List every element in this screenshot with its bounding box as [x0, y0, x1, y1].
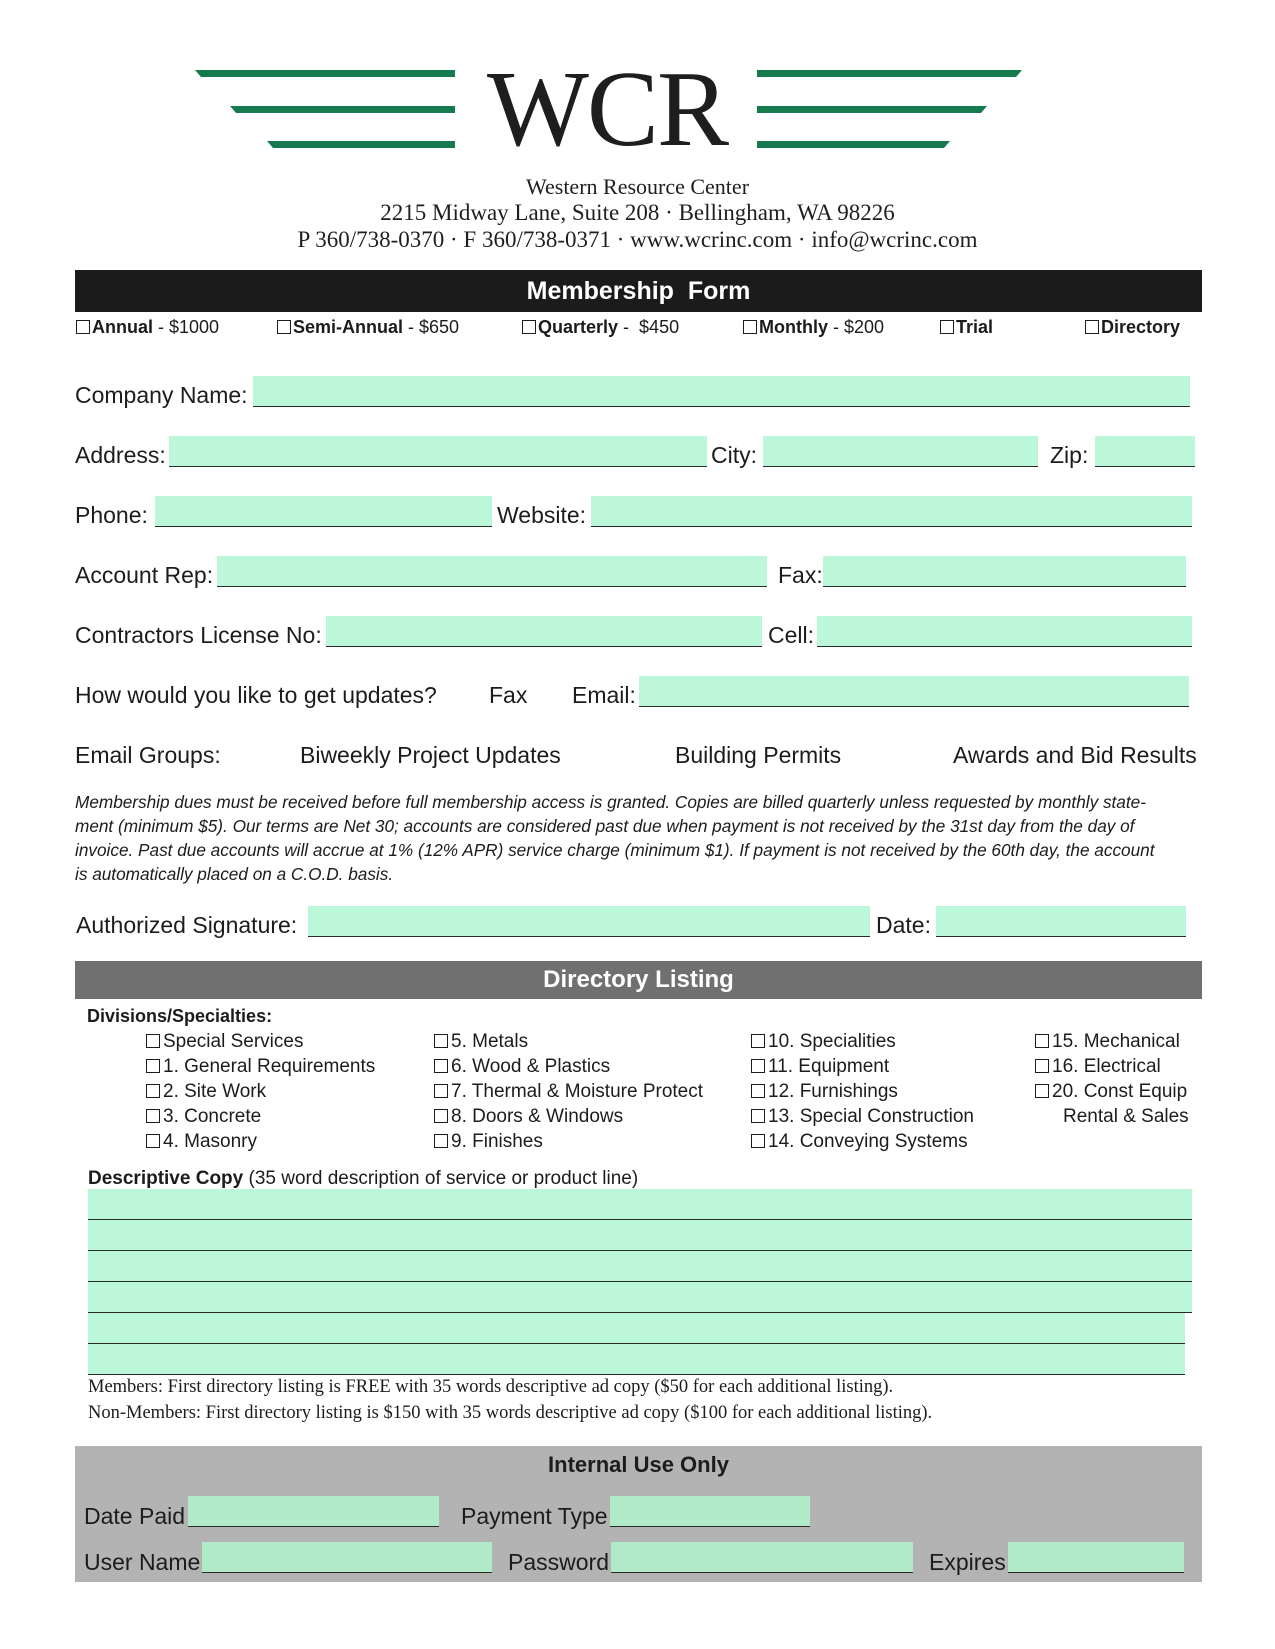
user-name-label: User Name [84, 1549, 201, 1575]
license-label: Contractors License No: [75, 622, 322, 648]
division-item[interactable]: 14. Conveying Systems [751, 1129, 974, 1154]
checkbox-icon[interactable] [743, 320, 757, 334]
checkbox-icon[interactable] [1085, 320, 1099, 334]
division-item[interactable]: 7. Thermal & Moisture Protect [434, 1079, 703, 1104]
payment-type-field[interactable] [610, 1496, 810, 1527]
company-name-label: Company Name: [75, 382, 248, 408]
divisions-label: Divisions/Specialties: [87, 1006, 273, 1026]
license-field[interactable] [326, 616, 762, 647]
website-label: Website: [497, 502, 587, 528]
division-item[interactable]: Special Services [146, 1029, 375, 1054]
logo-wordmark: WCR [486, 50, 727, 169]
checkbox-icon[interactable] [434, 1109, 448, 1123]
descriptive-copy-line-4[interactable] [88, 1282, 1192, 1313]
phone-field[interactable] [155, 496, 492, 527]
checkbox-icon[interactable] [940, 320, 954, 334]
checkbox-icon[interactable] [146, 1059, 160, 1073]
members-pricing-note: Members: First directory listing is FREE with 35 words descriptive ad copy ($50 for each additional listing). [88, 1377, 894, 1397]
city-field[interactable] [763, 436, 1038, 467]
fax-label: Fax: [778, 562, 823, 588]
signature-label: Authorized Signature: [76, 912, 298, 938]
address-label: Address: [75, 442, 166, 468]
cell-label: Cell: [768, 622, 815, 648]
checkbox-icon[interactable] [434, 1059, 448, 1073]
date-field[interactable] [936, 906, 1186, 937]
email-groups-label: Email Groups: [75, 742, 221, 768]
division-item-continuation: Rental & Sales [1063, 1106, 1189, 1127]
division-item[interactable]: 12. Furnishings [751, 1079, 974, 1104]
checkbox-icon[interactable] [751, 1059, 765, 1073]
checkbox-icon[interactable] [434, 1084, 448, 1098]
left-wing-lines [195, 66, 455, 156]
division-item[interactable]: 5. Metals [434, 1029, 703, 1054]
website-field[interactable] [591, 496, 1192, 527]
date-paid-field[interactable] [188, 1496, 439, 1527]
division-item[interactable]: 2. Site Work [146, 1079, 375, 1104]
user-name-field[interactable] [202, 1542, 492, 1573]
org-contact: P 360/738-0370 · F 360/738-0371 · www.wcrinc.com · info@wcrinc.com [297, 227, 978, 252]
email-group-biweekly[interactable]: Biweekly Project Updates [300, 742, 561, 768]
date-paid-label: Date Paid [84, 1503, 186, 1529]
org-name: Western Resource Center [525, 174, 750, 199]
checkbox-icon[interactable] [434, 1134, 448, 1148]
checkbox-icon[interactable] [277, 320, 291, 334]
checkbox-icon[interactable] [1035, 1059, 1049, 1073]
nonmembers-pricing-note: Non-Members: First directory listing is $150 with 35 words descriptive ad copy ($100 for each additional listing). [88, 1403, 933, 1423]
checkbox-icon[interactable] [76, 320, 90, 334]
descriptive-copy-label: Descriptive Copy (35 word description of service or product line) [88, 1168, 639, 1189]
address-field[interactable] [169, 436, 707, 467]
descriptive-copy-line-2[interactable] [88, 1220, 1192, 1251]
city-label: City: [711, 442, 757, 468]
option-annual[interactable]: Annual - $1000 [76, 317, 219, 338]
descriptive-copy-line-6[interactable] [88, 1344, 1185, 1375]
password-field[interactable] [611, 1542, 913, 1573]
expires-label: Expires [929, 1549, 1006, 1575]
checkbox-icon[interactable] [522, 320, 536, 334]
option-monthly[interactable]: Monthly - $200 [743, 317, 884, 338]
divisions-column-1 [146, 1029, 375, 1154]
division-item[interactable]: 1. General Requirements [146, 1054, 375, 1079]
directory-listing-header [75, 961, 1202, 999]
account-rep-field[interactable] [217, 556, 767, 587]
phone-label: Phone: [75, 502, 148, 528]
option-quarterly[interactable]: Quarterly - $450 [522, 317, 679, 338]
password-label: Password [508, 1549, 609, 1575]
payment-type-label: Payment Type [461, 1503, 608, 1529]
membership-form-header [75, 270, 1202, 312]
division-item[interactable]: 13. Special Construction [751, 1104, 974, 1129]
updates-question: How would you like to get updates? [75, 682, 437, 708]
internal-use-title: Internal Use Only [548, 1452, 729, 1477]
checkbox-icon[interactable] [1035, 1034, 1049, 1048]
org-address: 2215 Midway Lane, Suite 208 · Bellingham, WA 98226 [380, 200, 895, 225]
division-item[interactable]: 11. Equipment [751, 1054, 974, 1079]
checkbox-icon[interactable] [751, 1134, 765, 1148]
email-group-permits[interactable]: Building Permits [675, 742, 842, 768]
zip-label: Zip: [1050, 442, 1089, 468]
descriptive-copy-line-3[interactable] [88, 1251, 1192, 1282]
zip-field[interactable] [1095, 436, 1195, 467]
checkbox-icon[interactable] [751, 1109, 765, 1123]
signature-field[interactable] [308, 906, 870, 937]
division-item[interactable]: 4. Masonry [146, 1129, 375, 1154]
checkbox-icon[interactable] [1035, 1084, 1049, 1098]
checkbox-icon[interactable] [751, 1084, 765, 1098]
company-name-field[interactable] [253, 376, 1190, 407]
option-semi-annual[interactable]: Semi-Annual - $650 [277, 317, 459, 338]
option-trial[interactable]: Trial [940, 317, 993, 338]
division-item[interactable]: 20. Const Equip [1035, 1079, 1189, 1104]
fax-field[interactable] [823, 556, 1186, 587]
divisions-column-3 [751, 1029, 974, 1154]
division-item[interactable]: 10. Specialities [751, 1029, 974, 1054]
division-item[interactable]: 9. Finishes [434, 1129, 703, 1154]
checkbox-icon[interactable] [146, 1134, 160, 1148]
checkbox-icon[interactable] [146, 1109, 160, 1123]
division-item[interactable]: 16. Electrical [1035, 1054, 1189, 1079]
email-group-awards[interactable]: Awards and Bid Results [953, 742, 1197, 768]
descriptive-copy-line-1[interactable] [88, 1189, 1192, 1220]
division-item[interactable]: 15. Mechanical [1035, 1029, 1189, 1054]
email-field[interactable] [639, 676, 1189, 707]
updates-option-fax[interactable]: Fax [489, 682, 528, 708]
membership-form-title: Membership Form [526, 277, 751, 305]
option-directory[interactable]: Directory [1085, 317, 1180, 338]
directory-listing-title: Directory Listing [543, 966, 734, 993]
division-item[interactable]: 3. Concrete [146, 1104, 375, 1129]
division-item[interactable]: 8. Doors & Windows [434, 1104, 703, 1129]
divisions-column-4 [1035, 1029, 1189, 1129]
checkbox-icon[interactable] [751, 1034, 765, 1048]
membership-terms: Membership dues must be received before full membership access is granted. Copies are billed quarterly unless requested by monthly state- ment (minimum $5). Our terms are Net 30; accounts are considered past due when payment is not received by the 31st day from the day of invoice. Past due accounts will accrue at 1% (12% APR) service charge (minimum $1). If payment is not received by the 60th day, the account is automatically placed on a C.O.D. basis. [75, 792, 1155, 884]
checkbox-icon[interactable] [146, 1034, 160, 1048]
date-label: Date: [876, 912, 931, 938]
email-label: Email: [572, 682, 636, 708]
checkbox-icon[interactable] [146, 1084, 160, 1098]
expires-field[interactable] [1008, 1542, 1184, 1573]
right-wing-lines [757, 66, 1022, 156]
division-item[interactable]: 6. Wood & Plastics [434, 1054, 703, 1079]
descriptive-copy-line-5[interactable] [88, 1313, 1185, 1344]
account-rep-label: Account Rep: [75, 562, 214, 588]
cell-field[interactable] [817, 616, 1192, 647]
checkbox-icon[interactable] [434, 1034, 448, 1048]
divisions-column-2 [434, 1029, 703, 1154]
